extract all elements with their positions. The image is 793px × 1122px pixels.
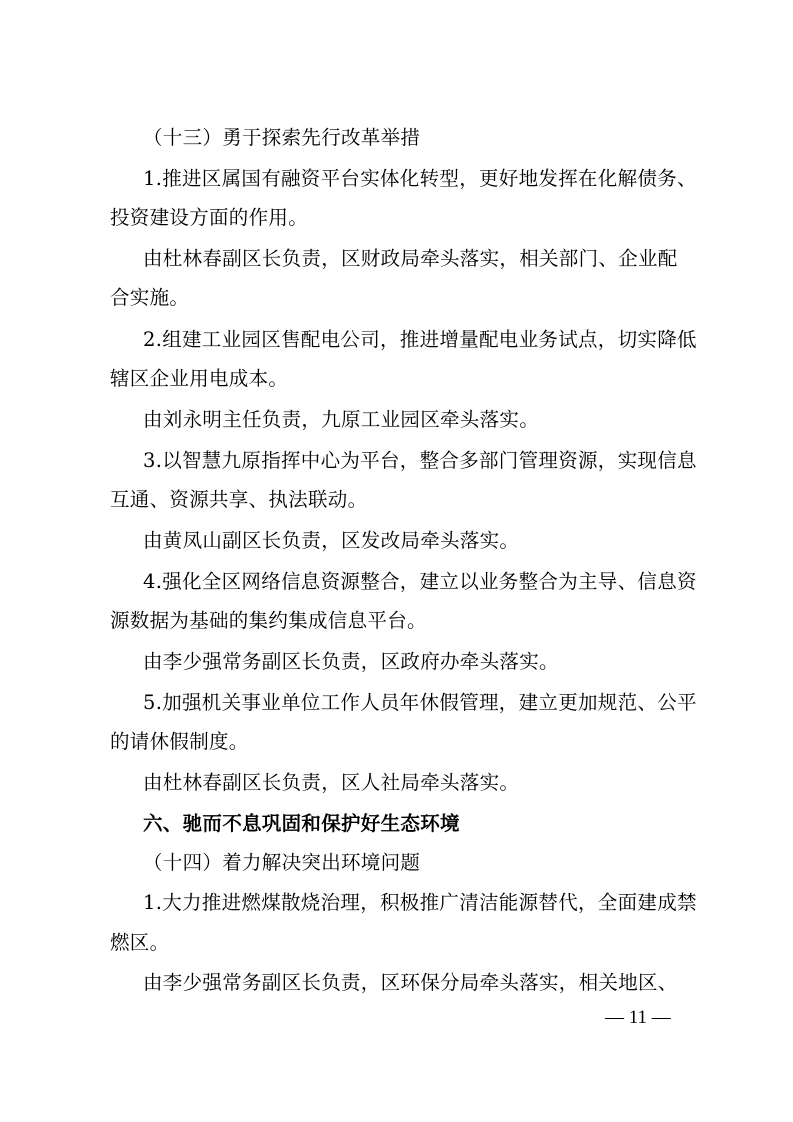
item-5-responsibility: 由杜林春副区长负责，区人社局牵头落实。 <box>143 771 520 794</box>
item-4-responsibility: 由李少强常务副区长负责，区政府办牵头落实。 <box>143 650 559 673</box>
section-heading-6: 六、驰而不息巩固和保护好生态环境 <box>143 812 460 835</box>
item-1-responsibility-cont: 合实施。 <box>110 286 190 309</box>
item-1-text: 1.推进区属国有融资平台实体化转型，更好地发挥在化解债务、 <box>143 167 697 190</box>
item-14-1-responsibility: 由李少强常务副区长负责，区环保分局牵头落实，相关地区、 <box>143 971 678 994</box>
item-4-text: 4.强化全区网络信息资源整合，建立以业务整合为主导、信息资 <box>143 570 697 593</box>
page-number: — 11 — <box>605 1007 671 1028</box>
item-2-text: 2.组建工业园区售配电公司，推进增量配电业务试点，切实降低 <box>143 328 697 351</box>
item-3-text-cont: 互通、资源共享、执法联动。 <box>110 488 368 511</box>
item-14-1-text: 1.大力推进燃煤散烧治理，积极推广清洁能源替代，全面建成禁 <box>143 891 697 914</box>
item-3-text: 3.以智慧九原指挥中心为平台，整合多部门管理资源，实现信息 <box>143 449 697 472</box>
item-1-responsibility: 由杜林春副区长负责，区财政局牵头落实，相关部门、企业配 <box>143 247 678 270</box>
item-14-1-text-cont: 燃区。 <box>110 931 170 954</box>
item-2-text-cont: 辖区企业用电成本。 <box>110 367 289 390</box>
item-5-text: 5.加强机关事业单位工作人员年休假管理，建立更加规范、公平 <box>143 691 697 714</box>
subsection-heading-13: （十三）勇于探索先行改革举措 <box>143 126 421 149</box>
subsection-heading-14: （十四）着力解决突出环境问题 <box>143 851 421 874</box>
item-2-responsibility: 由刘永明主任负责，九原工业园区牵头落实。 <box>143 408 540 431</box>
item-3-responsibility: 由黄凤山副区长负责，区发改局牵头落实。 <box>143 529 520 552</box>
item-5-text-cont: 的请休假制度。 <box>110 730 249 753</box>
item-4-text-cont: 源数据为基础的集约集成信息平台。 <box>110 609 427 632</box>
item-1-text-cont: 投资建设方面的作用。 <box>110 206 309 229</box>
